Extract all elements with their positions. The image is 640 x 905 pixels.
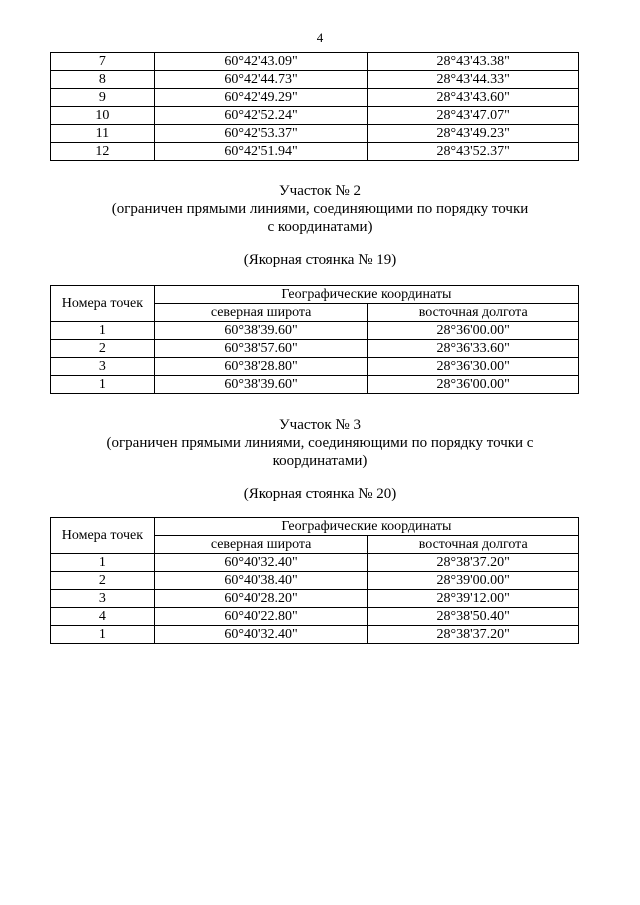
point-number: 4: [51, 608, 155, 626]
header-geographic-coordinates: Географические координаты: [154, 518, 578, 536]
coordinates-table-1: [50, 52, 579, 161]
table-row: [51, 125, 579, 143]
latitude-cell: 60°38'28.80": [154, 358, 368, 376]
table-row: [51, 322, 579, 340]
point-number: 10: [51, 107, 155, 125]
latitude-cell: 60°40'32.40": [154, 554, 368, 572]
latitude-cell: 60°42'43.09": [154, 53, 368, 71]
header-north-latitude: северная широта: [154, 304, 368, 322]
table-row: [51, 554, 579, 572]
header-east-longitude: восточная долгота: [368, 304, 579, 322]
longitude-cell: 28°38'37.20": [368, 626, 579, 644]
latitude-cell: 60°38'57.60": [154, 340, 368, 358]
table-row: [51, 71, 579, 89]
header-point-numbers: Номера точек: [51, 286, 155, 322]
longitude-cell: 28°39'00.00": [368, 572, 579, 590]
latitude-cell: 60°40'38.40": [154, 572, 368, 590]
section-2-description-line-2: с координатами): [267, 219, 373, 235]
latitude-cell: 60°40'28.20": [154, 590, 368, 608]
latitude-cell: 60°42'53.37": [154, 125, 368, 143]
coordinates-table-3: [50, 517, 579, 644]
point-number: 1: [51, 626, 155, 644]
section-3-title: Участок № 3: [279, 417, 361, 433]
point-number: 7: [51, 53, 155, 71]
longitude-cell: 28°38'37.20": [368, 554, 579, 572]
longitude-cell: 28°36'33.60": [368, 340, 579, 358]
header-north-latitude: северная широта: [154, 536, 368, 554]
section-3-anchorage: (Якорная стоянка № 20): [243, 486, 397, 502]
table-row: [51, 376, 579, 394]
latitude-cell: 60°42'52.24": [154, 107, 368, 125]
point-number: 8: [51, 71, 155, 89]
latitude-cell: 60°42'44.73": [154, 71, 368, 89]
longitude-cell: 28°43'43.38": [368, 53, 579, 71]
table-row: [51, 626, 579, 644]
longitude-cell: 28°43'52.37": [368, 143, 579, 161]
table-row: [51, 107, 579, 125]
longitude-cell: 28°36'30.00": [368, 358, 579, 376]
point-number: 2: [51, 340, 155, 358]
longitude-cell: 28°38'50.40": [368, 608, 579, 626]
latitude-cell: 60°42'51.94": [154, 143, 368, 161]
table-row: [51, 53, 579, 71]
table-row: [51, 608, 579, 626]
longitude-cell: 28°36'00.00": [368, 376, 579, 394]
point-number: 3: [51, 590, 155, 608]
point-number: 1: [51, 322, 155, 340]
table-row: [51, 89, 579, 107]
longitude-cell: 28°43'44.33": [368, 71, 579, 89]
longitude-cell: 28°36'00.00": [368, 322, 579, 340]
header-geographic-coordinates: Географические координаты: [154, 286, 578, 304]
latitude-cell: 60°38'39.60": [154, 376, 368, 394]
header-east-longitude: восточная долгота: [368, 536, 579, 554]
latitude-cell: 60°42'49.29": [154, 89, 368, 107]
section-3-description-line-1: (ограничен прямыми линиями, соединяющими по порядку точки с: [106, 435, 534, 451]
latitude-cell: 60°40'32.40": [154, 626, 368, 644]
point-number: 11: [51, 125, 155, 143]
page-number: 4: [316, 30, 324, 45]
point-number: 1: [51, 376, 155, 394]
table-row: [51, 590, 579, 608]
header-point-numbers: Номера точек: [51, 518, 155, 554]
section-2-description-line-1: (ограничен прямыми линиями, соединяющими по порядку точки: [111, 201, 529, 217]
point-number: 9: [51, 89, 155, 107]
section-2-title: Участок № 2: [279, 183, 361, 199]
section-3-description-line-2: координатами): [272, 453, 368, 469]
latitude-cell: 60°40'22.80": [154, 608, 368, 626]
table-row: [51, 358, 579, 376]
longitude-cell: 28°43'43.60": [368, 89, 579, 107]
table-row: [51, 143, 579, 161]
point-number: 3: [51, 358, 155, 376]
section-2-anchorage: (Якорная стоянка № 19): [243, 252, 397, 268]
latitude-cell: 60°38'39.60": [154, 322, 368, 340]
longitude-cell: 28°39'12.00": [368, 590, 579, 608]
table-row: [51, 340, 579, 358]
coordinates-table-2: [50, 285, 579, 394]
point-number: 1: [51, 554, 155, 572]
point-number: 12: [51, 143, 155, 161]
longitude-cell: 28°43'47.07": [368, 107, 579, 125]
table-row: [51, 572, 579, 590]
point-number: 2: [51, 572, 155, 590]
longitude-cell: 28°43'49.23": [368, 125, 579, 143]
